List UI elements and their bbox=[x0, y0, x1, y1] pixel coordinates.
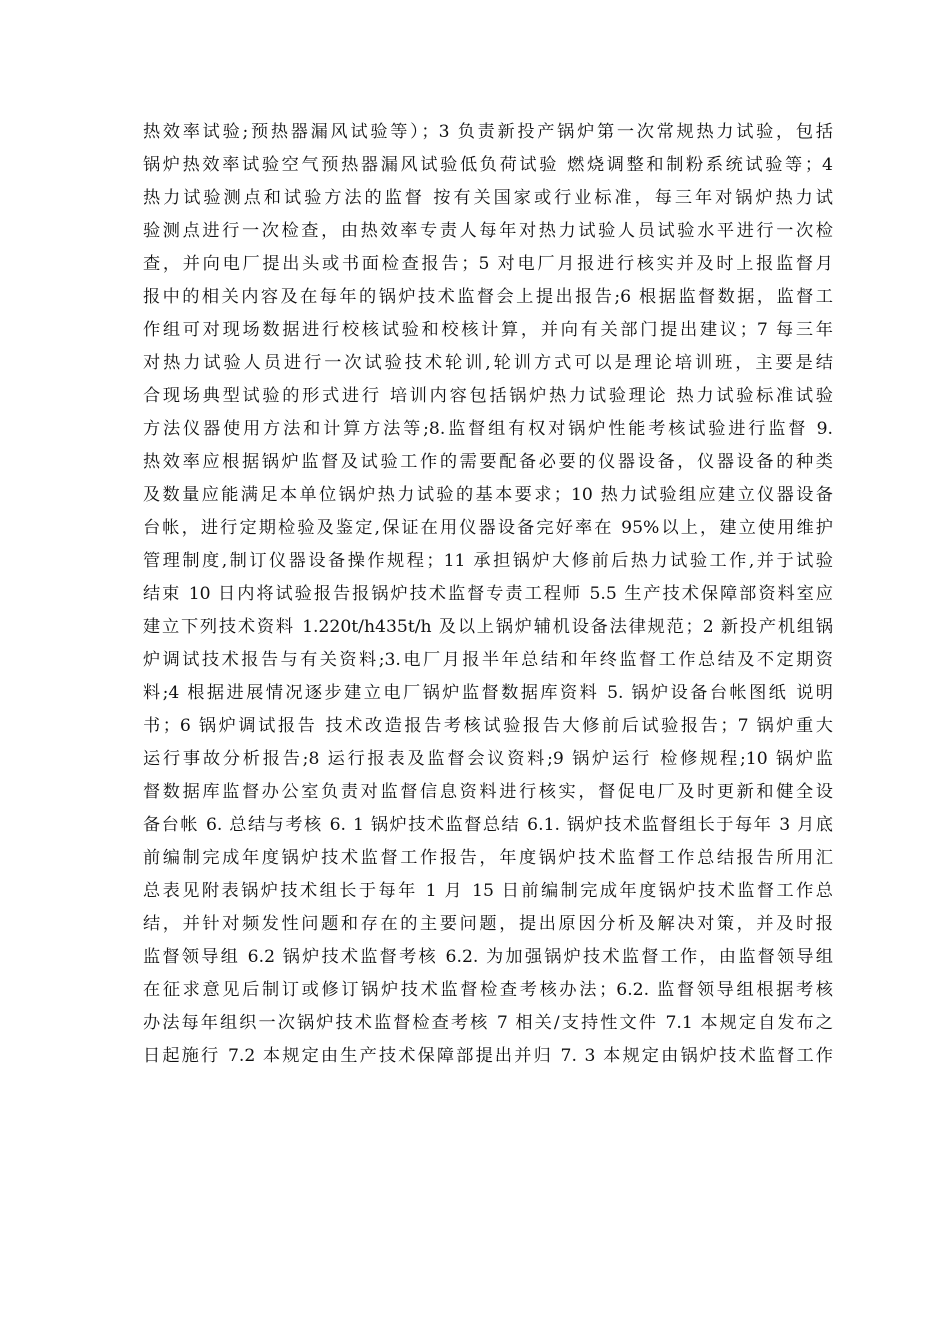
text-line: 查，并向电厂提出头或书面检查报告；5 对电厂月报进行核实并及时上报监督月 bbox=[143, 254, 833, 274]
text-line: 台帐，进行定期检验及鉴定,保证在用仪器设备完好率在 95%以上，建立使用维护 bbox=[143, 518, 833, 538]
text-line: 结束 10 日内将试验报告报锅炉技术监督专责工程师 5.5 生产技术保障部资料室应 bbox=[143, 584, 833, 604]
text-line: 建立下列技术资料 1.220t/h435t/h 及以上锅炉辅机设备法律规范；2 新投产机组锅 bbox=[143, 617, 833, 637]
text-line: 办法每年组织一次锅炉技术监督检查考核 7 相关/支持性文件 7.1 本规定自发布之 bbox=[143, 1013, 833, 1033]
text-line: 对热力试验人员进行一次试验技术轮训,轮训方式可以是理论培训班，主要是结 bbox=[143, 353, 833, 373]
text-line: 前编制完成年度锅炉技术监督工作报告，年度锅炉技术监督工作总结报告所用汇 bbox=[143, 848, 833, 868]
text-line: 作组可对现场数据进行校核试验和校核计算，并向有关部门提出建议；7 每三年 bbox=[143, 320, 833, 340]
text-line: 日起施行 7.2 本规定由生产技术保障部提出并归 7. 3 本规定由锅炉技术监督工作 bbox=[143, 1046, 833, 1066]
text-line: 监督领导组 6.2 锅炉技术监督考核 6.2. 为加强锅炉技术监督工作，由监督领导组 bbox=[143, 947, 833, 967]
text-line: 书；6 锅炉调试报告 技术改造报告考核试验报告大修前后试验报告；7 锅炉重大 bbox=[143, 716, 833, 736]
text-line: 合现场典型试验的形式进行 培训内容包括锅炉热力试验理论 热力试验标准试验 bbox=[143, 386, 833, 406]
text-line: 在征求意见后制订或修订锅炉技术监督检查考核办法；6.2. 监督领导组根据考核 bbox=[143, 980, 833, 1000]
text-line: 管理制度,制订仪器设备操作规程；11 承担锅炉大修前后热力试验工作,并于试验 bbox=[143, 551, 833, 571]
text-line: 总表见附表锅炉技术组长于每年 1 月 15 日前编制完成年度锅炉技术监督工作总 bbox=[143, 881, 833, 901]
body-text bbox=[143, 116, 833, 1073]
text-line: 督数据库监督办公室负责对监督信息资料进行核实，督促电厂及时更新和健全设 bbox=[143, 782, 833, 802]
text-line: 验测点进行一次检查，由热效率专责人每年对热力试验人员试验水平进行一次检 bbox=[143, 221, 833, 241]
text-line: 报中的相关内容及在每年的锅炉技术监督会上提出报告;6 根据监督数据，监督工 bbox=[143, 287, 833, 307]
text-line: 热效率应根据锅炉监督及试验工作的需要配备必要的仪器设备，仪器设备的种类 bbox=[143, 452, 833, 472]
text-line: 结，并针对频发性问题和存在的主要问题，提出原因分析及解决对策，并及时报 bbox=[143, 914, 833, 934]
text-line: 料;4 根据进展情况逐步建立电厂锅炉监督数据库资料 5. 锅炉设备台帐图纸 说明 bbox=[143, 683, 833, 703]
text-line: 及数量应能满足本单位锅炉热力试验的基本要求；10 热力试验组应建立仪器设备 bbox=[143, 485, 833, 505]
text-line: 热效率试验;预热器漏风试验等）；3 负责新投产锅炉第一次常规热力试验，包括 bbox=[143, 122, 833, 142]
text-line: 锅炉热效率试验空气预热器漏风试验低负荷试验 燃烧调整和制粉系统试验等；4 bbox=[143, 155, 833, 175]
text-line: 运行事故分析报告;8 运行报表及监督会议资料;9 锅炉运行 检修规程;10 锅炉监 bbox=[143, 749, 833, 769]
text-line: 方法仪器使用方法和计算方法等;8.监督组有权对锅炉性能考核试验进行监督 9. bbox=[143, 419, 833, 439]
text-line: 热力试验测点和试验方法的监督 按有关国家或行业标准，每三年对锅炉热力试 bbox=[143, 188, 833, 208]
text-line: 炉调试技术报告与有关资料;3.电厂月报半年总结和年终监督工作总结及不定期资 bbox=[143, 650, 833, 670]
text-line: 备台帐 6. 总结与考核 6. 1 锅炉技术监督总结 6.1. 锅炉技术监督组长于每年 3 月底 bbox=[143, 815, 833, 835]
